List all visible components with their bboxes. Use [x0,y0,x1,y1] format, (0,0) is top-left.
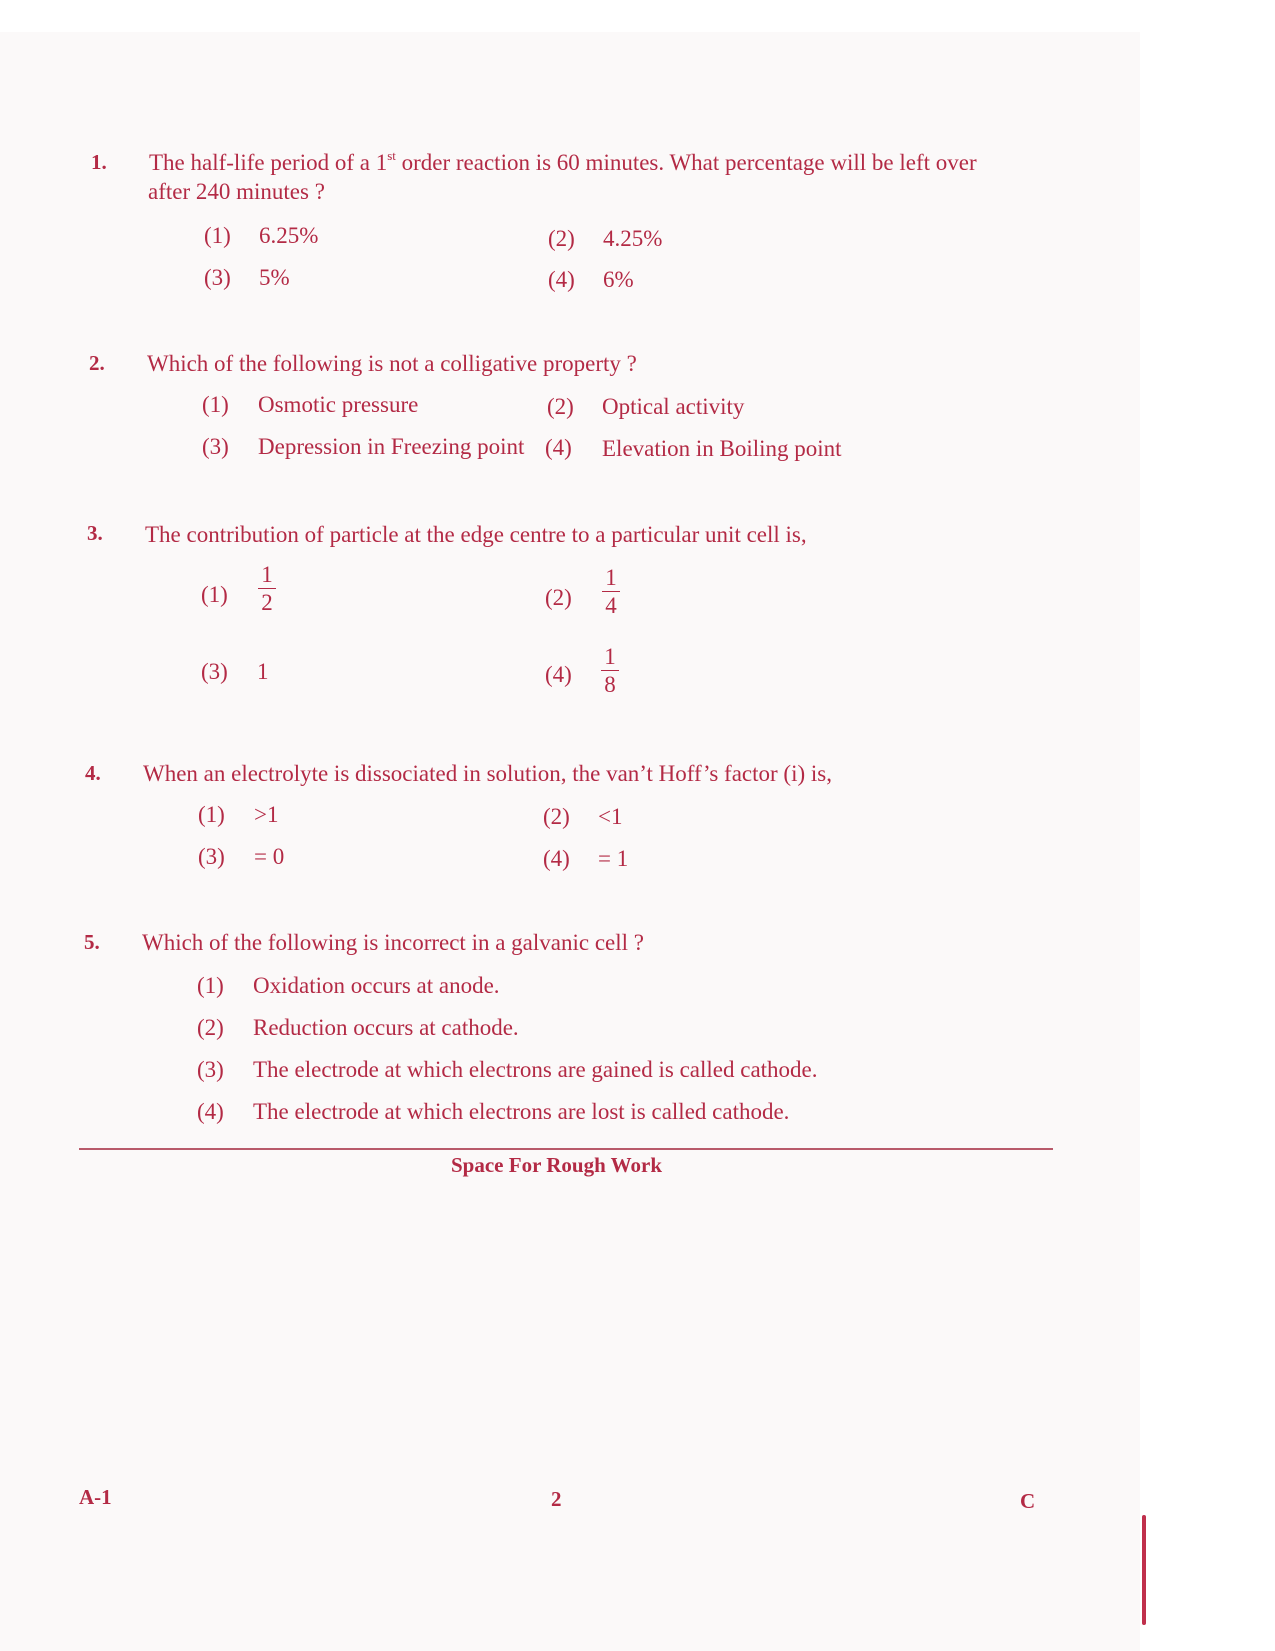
fraction [598,645,622,697]
fraction-denominator: 8 [604,672,616,697]
question-text [149,148,977,175]
option-value: 1 [257,659,269,684]
margin-ink-mark [1142,1515,1146,1625]
fraction-denominator: 2 [261,590,273,615]
rough-work-divider [79,1148,1053,1150]
fraction-numerator: 1 [605,565,617,590]
option-value: 4.25% [603,226,663,251]
option-label: (3) [201,659,228,684]
option-label: (3) [198,844,225,869]
fraction-numerator: 1 [261,562,273,587]
question-text: Which of the following is incorrect in a galvanic cell ? [142,930,644,955]
fraction [255,563,279,615]
superscript: st [387,148,396,163]
question-text-part: The half-life period of a 1 [149,150,388,175]
fraction-bar [258,588,276,589]
page-number: 2 [551,1487,562,1511]
fraction-bar [602,591,620,592]
option-label: (3) [202,434,229,459]
option-label: (1) [202,392,229,417]
option-value: Osmotic pressure [258,392,419,417]
series-letter: C [1020,1489,1036,1513]
question-number: 2. [89,351,105,375]
fraction-denominator: 4 [605,593,617,618]
option-label: (4) [548,267,575,292]
option-value: 5% [259,265,290,290]
option-label: (4) [543,846,570,871]
option-value: = 1 [598,846,629,871]
option-value: Depression in Freezing point [258,434,525,459]
fraction [599,566,623,618]
question-number: 5. [84,930,100,954]
option-label: (3) [204,265,231,290]
question-number: 1. [91,150,107,174]
question-number: 3. [87,521,103,545]
question-text-line2: after 240 minutes ? [148,179,325,204]
option-value: The electrode at which electrons are lost is called cathode. [253,1099,790,1124]
option-value: <1 [598,804,623,829]
booklet-code: A-1 [79,1485,112,1509]
option-value: Optical activity [602,394,745,419]
option-value: Reduction occurs at cathode. [253,1015,519,1040]
option-label: (3) [197,1057,224,1082]
rough-work-label: Space For Rough Work [451,1153,663,1177]
option-value: Elevation in Boiling point [602,436,842,461]
option-label: (1) [204,223,231,248]
question-text-part: order reaction is 60 minutes. What percentage will be left over [395,150,977,175]
question-number: 4. [85,761,101,785]
fraction-numerator: 1 [604,644,616,669]
option-label: (2) [543,804,570,829]
fraction-bar [601,670,619,671]
option-label: (4) [545,435,572,460]
option-value: The electrode at which electrons are gained is called cathode. [253,1057,818,1082]
option-label: (1) [197,973,224,998]
question-text: When an electrolyte is dissociated in solution, the van’t Hoff’s factor (i) is, [143,761,832,786]
option-value: Oxidation occurs at anode. [253,973,500,998]
option-label: (1) [198,802,225,827]
option-value: 6% [603,267,634,292]
question-text: The contribution of particle at the edge centre to a particular unit cell is, [145,522,807,547]
option-label: (4) [545,662,572,687]
option-label: (2) [548,226,575,251]
option-label: (2) [547,394,574,419]
question-text: Which of the following is not a colligative property ? [147,351,637,376]
option-label: (1) [201,582,228,607]
option-value: = 0 [254,844,285,869]
option-value: >1 [254,802,279,827]
option-label: (4) [197,1099,224,1124]
option-label: (2) [197,1015,224,1040]
option-value: 6.25% [259,223,319,248]
option-label: (2) [545,585,572,610]
